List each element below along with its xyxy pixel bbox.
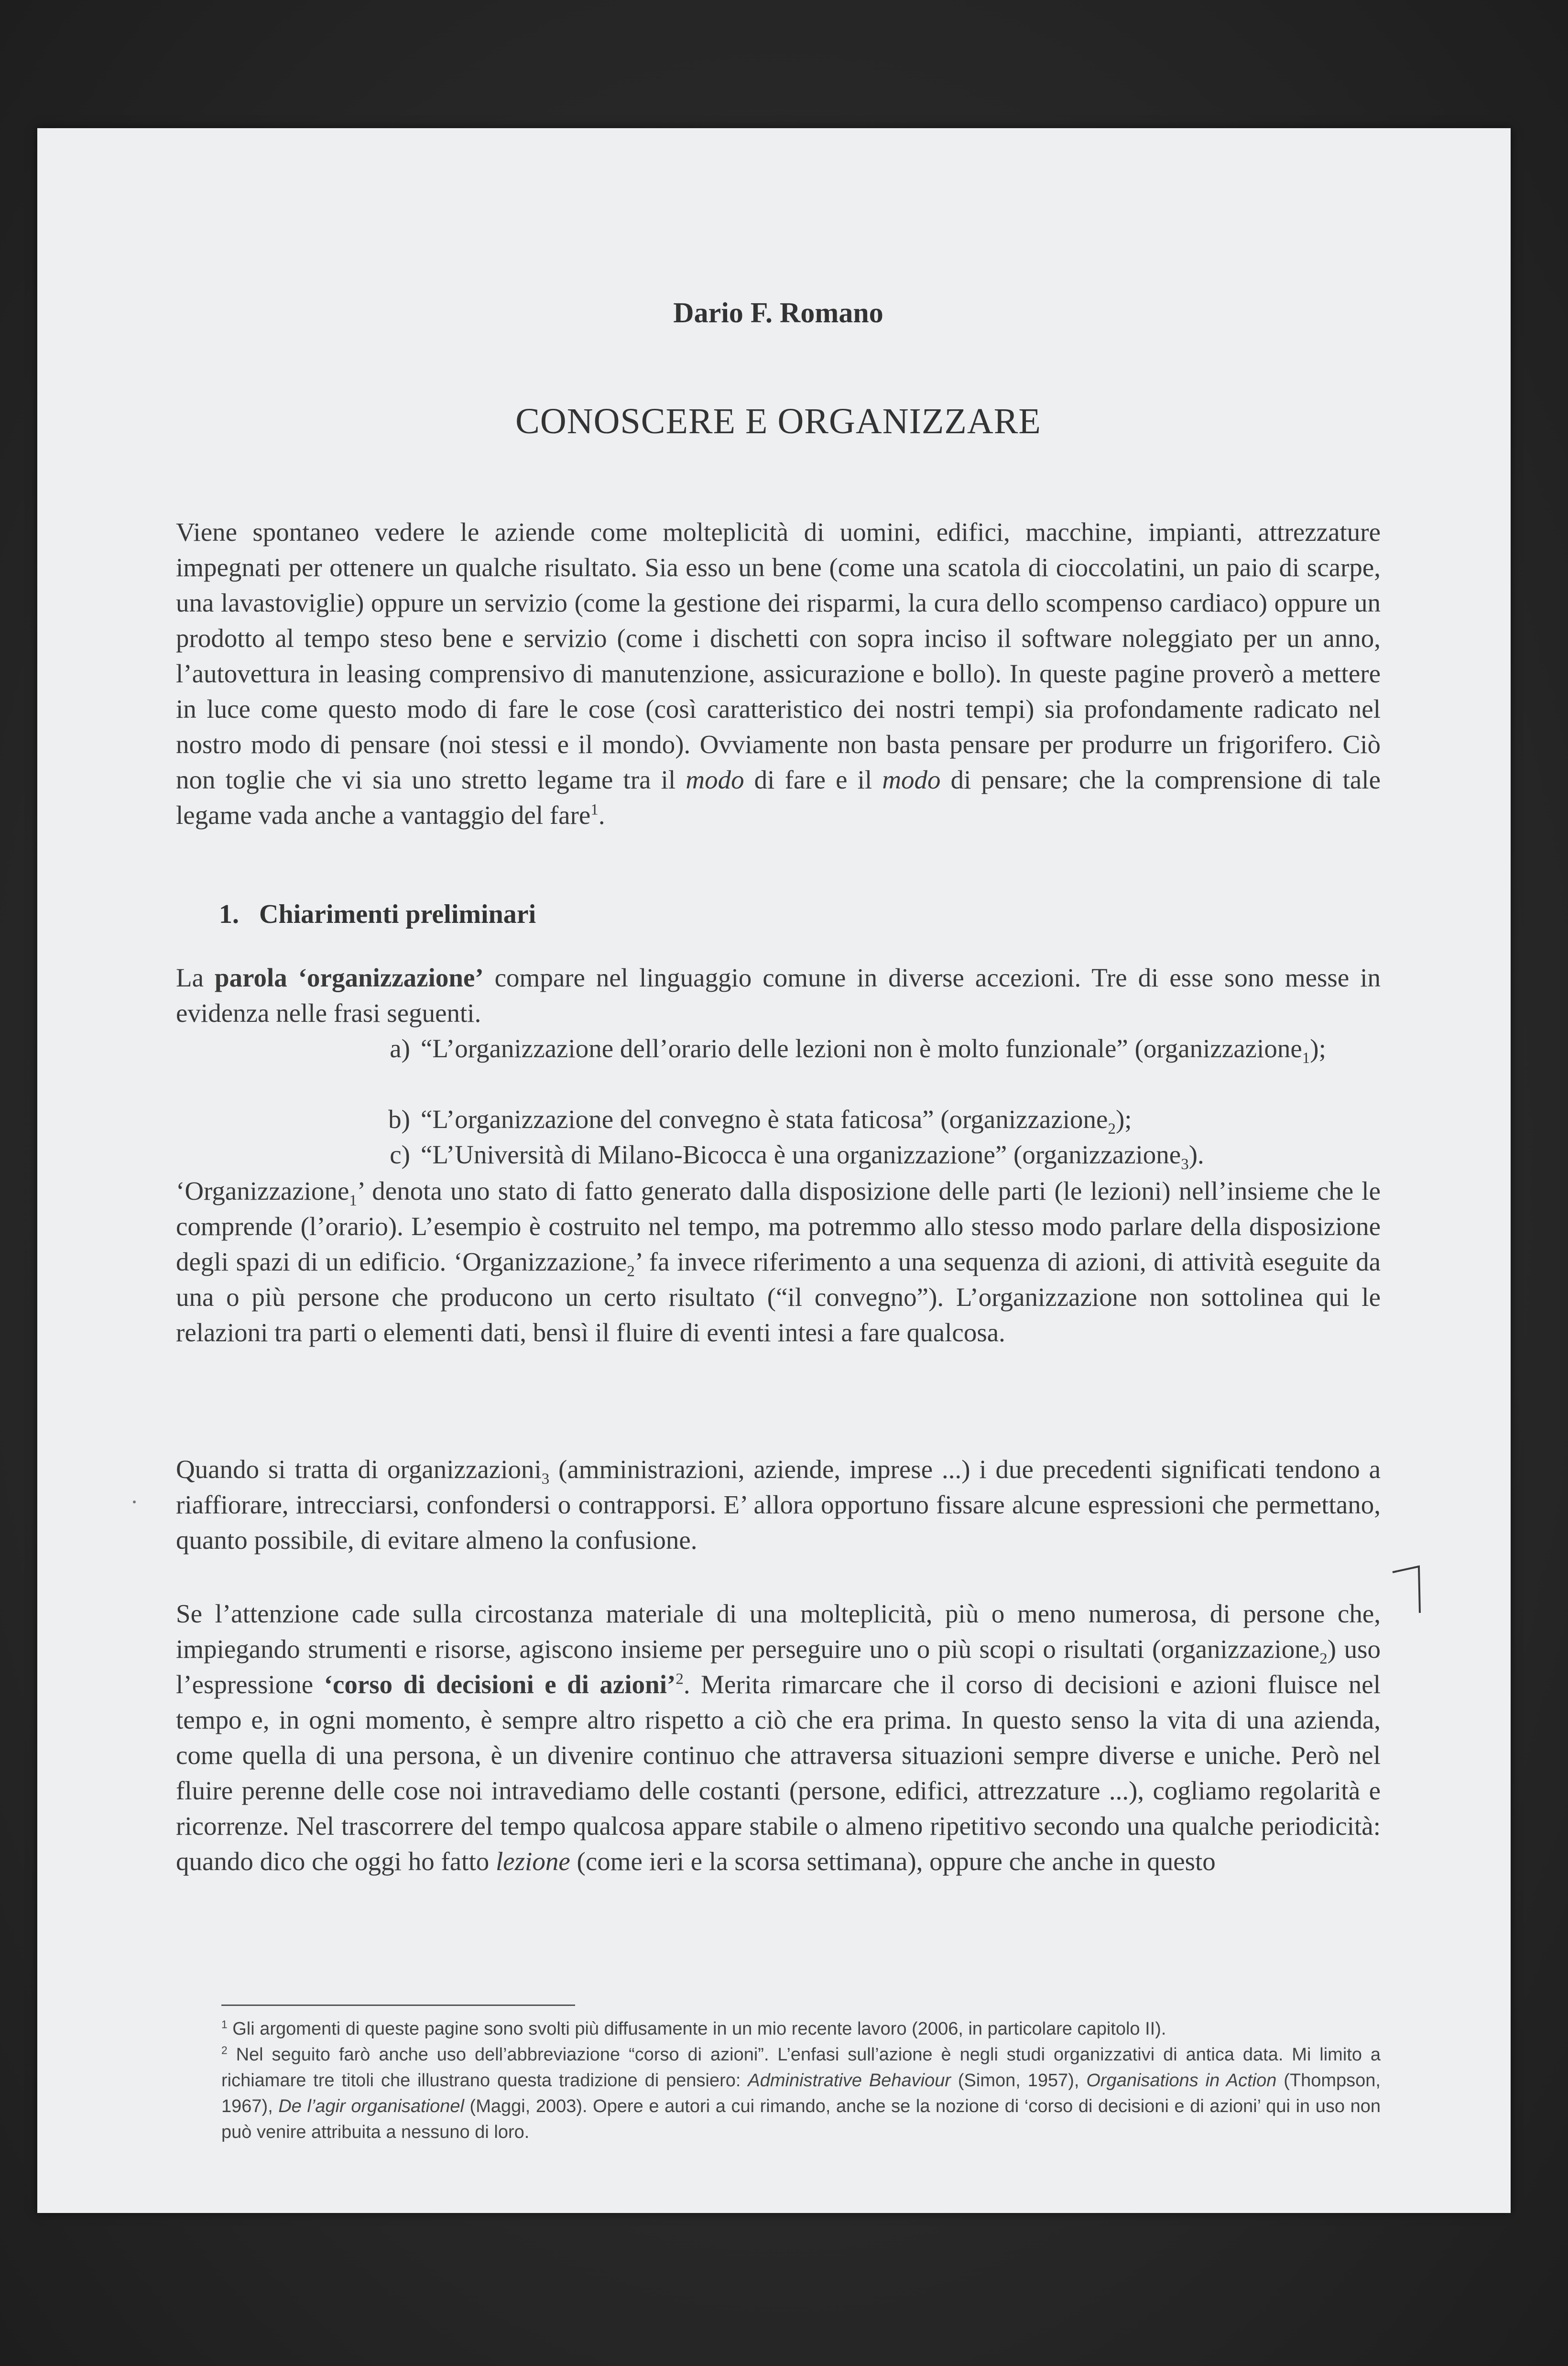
footnote-text: Nel seguito farò anche uso dell’abbreviazione “corso di azioni”. L’enfasi sull’azione è negli studi organizzativi di antica data. Mi limito a richiamare tre titoli che illustrano questa tradizione di pensiero: (221, 2045, 1381, 2091)
example-item-a (176, 1031, 1567, 1066)
footnote-2 (221, 2042, 1381, 2145)
org-text: ‘Organizzazione (176, 1176, 349, 1205)
footnote-ref-1: 1 (590, 801, 599, 819)
org-subscript: 2 (627, 1263, 635, 1280)
footnote-text: Gli argomenti di queste pagine sono svolti più diffusamente in un mio recente lavoro (2006, in particolare capitolo II). (227, 2019, 1166, 2039)
example-item-b (176, 1102, 1567, 1137)
intro-text: Viene spontaneo vedere le aziende come molteplicità di uomini, edifici, macchine, impianti, attrezzature impegnati per ottenere un qualche risultato. Sia esso un bene (come una scatola di cioccolatini, un paio di scarpe, una lavastoviglie) oppure un servizio (come la gestione dei risparmi, la cura dello scompenso cardiaco) oppure un prodotto al tempo steso bene e servizio (come i dischetti con sopra inciso il software noleggiato per un anno, l’autovettura in leasing comprensivo di manutenzione, assicurazione e bollo). In queste pagine proverò a mettere in luce come questo modo di fare le cose (così caratteristico dei nostri tempi) sia profondamente radicato nel nostro modo di pensare (noi stessi e il mondo). Ovviamente non basta pensare per produrre un frigorifero. Ciò non toglie che vi sia uno stretto legame tra il (176, 517, 1381, 794)
footnote-text: (Maggi, 2003). Opere e autori a cui rimando, anche se la nozione di ‘corso di decisioni e di azioni’ qui in uso non può venire attribuita a nessuno di loro. (221, 2096, 1381, 2142)
corso-text: (come ieri e la scorsa settimana), oppure che anche in questo (570, 1847, 1216, 1876)
example-subscript: 3 (1181, 1156, 1189, 1173)
organizzazione-paragraph (176, 1173, 1381, 1350)
footnote-ref-2: 2 (675, 1670, 684, 1688)
example-subscript: 2 (1108, 1120, 1116, 1138)
example-body: “L’Università di Milano-Bicocca è una organizzazione” (organizzazione (421, 1140, 1181, 1169)
example-body: “L’organizzazione del convegno è stata faticosa” (organizzazione (421, 1105, 1108, 1134)
example-body: “L’organizzazione dell’orario delle lezioni non è molto funzionale” (organizzazione (421, 1034, 1302, 1063)
example-text (421, 1031, 1567, 1066)
intro-paragraph (176, 515, 1381, 833)
footnote-number: 1 (221, 2018, 228, 2031)
org-subscript: 1 (349, 1192, 357, 1209)
intro-italic-modo: modo (882, 765, 941, 794)
corso-text: . Merita rimarcare che il corso di decisioni e azioni fluisce nel tempo e, in ogni momento, è sempre altro rispetto a ciò che era prima. In questo senso la vita di una azienda, come quella di una persona, è un divenire continuo che attraversa situazioni sempre diverse e uniche. Però nel fluire perenne delle cose noi intravediamo delle costanti (persone, edifici, attrezzature ...), cogliamo regolarità e ricorrenze. Nel trascorrere del tempo qualcosa appare stabile o almeno ripetitivo secondo una qualche periodicità: quando dico che oggi ho fatto (176, 1670, 1381, 1876)
quando-text: (amministrazioni, aziende, imprese ...) i due precedenti significati tendono a riaffiorare, intrecciarsi, confondersi o contrapporsi. E’ allora opportuno fissare alcune espressioni che permettano, quanto possibile, di evitare almeno la confusione. (176, 1455, 1381, 1555)
document-title: CONOSCERE E ORGANIZZARE (515, 401, 1041, 441)
quando-paragraph (176, 1452, 1381, 1558)
example-item-c (176, 1137, 1567, 1172)
parola-bold: parola ‘organizzazione’ (214, 963, 484, 992)
intro-text: di fare e il (744, 765, 882, 794)
intro-text: di pensare; che la comprensione di tale legame vada anche a vantaggio del fare (176, 765, 1381, 830)
example-label: a) (390, 1034, 410, 1063)
org-text: ’ fa invece riferimento a una sequenza di azioni, di attività eseguite da una o più persone che producono un certo risultato (“il convegno”). L’organizzazione non sottolinea qui le relazioni tra parti o elementi dati, bensì il fluire di eventi intesi a fare qualcosa. (176, 1247, 1381, 1347)
quando-subscript: 3 (541, 1470, 550, 1488)
quando-text: Quando si tratta di organizzazioni (176, 1455, 542, 1484)
corso-paragraph (176, 1596, 1381, 1879)
corso-bold: ‘corso di decisioni e di azioni’ (324, 1670, 676, 1699)
example-end: ); (1310, 1034, 1326, 1063)
parola-text: compare nel linguaggio comune in diverse accezioni. Tre di esse sono messe in evidenza nelle frasi seguenti. (176, 963, 1381, 1028)
corso-italic: lezione (496, 1847, 570, 1876)
footnote-title-italic: De l’agir organisationel (278, 2096, 464, 2116)
parola-text: La (176, 963, 215, 992)
margin-bracket-mark (1390, 1563, 1433, 1615)
section-title: Chiarimenti preliminari (259, 899, 536, 929)
intro-text: . (598, 800, 605, 830)
footnote-title-italic: Administrative Behaviour (748, 2070, 951, 2091)
corso-text: Se l’attenzione cade sulla circostanza materiale di una molteplicità, più o meno numerosa, di persone che, impiegando strumenti e risorse, agiscono insieme per perseguire uno o più scopi o risultati (organizzazione (176, 1599, 1381, 1664)
org-text: ’ denota uno stato di fatto generato dalla disposizione delle parti (le lezioni) nell’insieme che le comprende (l’orario). L’esempio è costruito nel tempo, ma potremmo allo stesso modo parlare della disposizione degli spazi di un edificio. ‘Organizzazione (176, 1176, 1381, 1276)
example-end: ). (1188, 1140, 1204, 1169)
paper-speck (133, 1501, 136, 1503)
example-label: b) (388, 1105, 410, 1134)
section-number: 1. (219, 899, 239, 929)
corso-text: ) uso l’espressione (176, 1634, 1381, 1699)
corso-subscript: 2 (1319, 1650, 1328, 1667)
parola-paragraph (176, 960, 1381, 1031)
footnote-number: 2 (221, 2044, 228, 2057)
author-name: Dario F. Romano (673, 297, 883, 329)
footnote-1 (221, 2016, 1381, 2042)
section-heading (219, 899, 536, 930)
example-text (421, 1137, 1567, 1172)
footnote-text: (Thompson, 1967), (221, 2070, 1381, 2116)
example-text (421, 1102, 1567, 1137)
example-label: c) (390, 1140, 410, 1169)
footnote-divider (221, 2005, 575, 2006)
footnote-text: (Simon, 1957), (951, 2070, 1087, 2091)
example-end: ); (1115, 1105, 1132, 1134)
footnote-title-italic: Organisations in Action (1086, 2070, 1277, 2091)
example-subscript: 1 (1302, 1050, 1310, 1067)
document-page (37, 128, 1511, 2213)
footnotes (221, 2016, 1381, 2145)
intro-italic-modo: modo (686, 765, 744, 794)
